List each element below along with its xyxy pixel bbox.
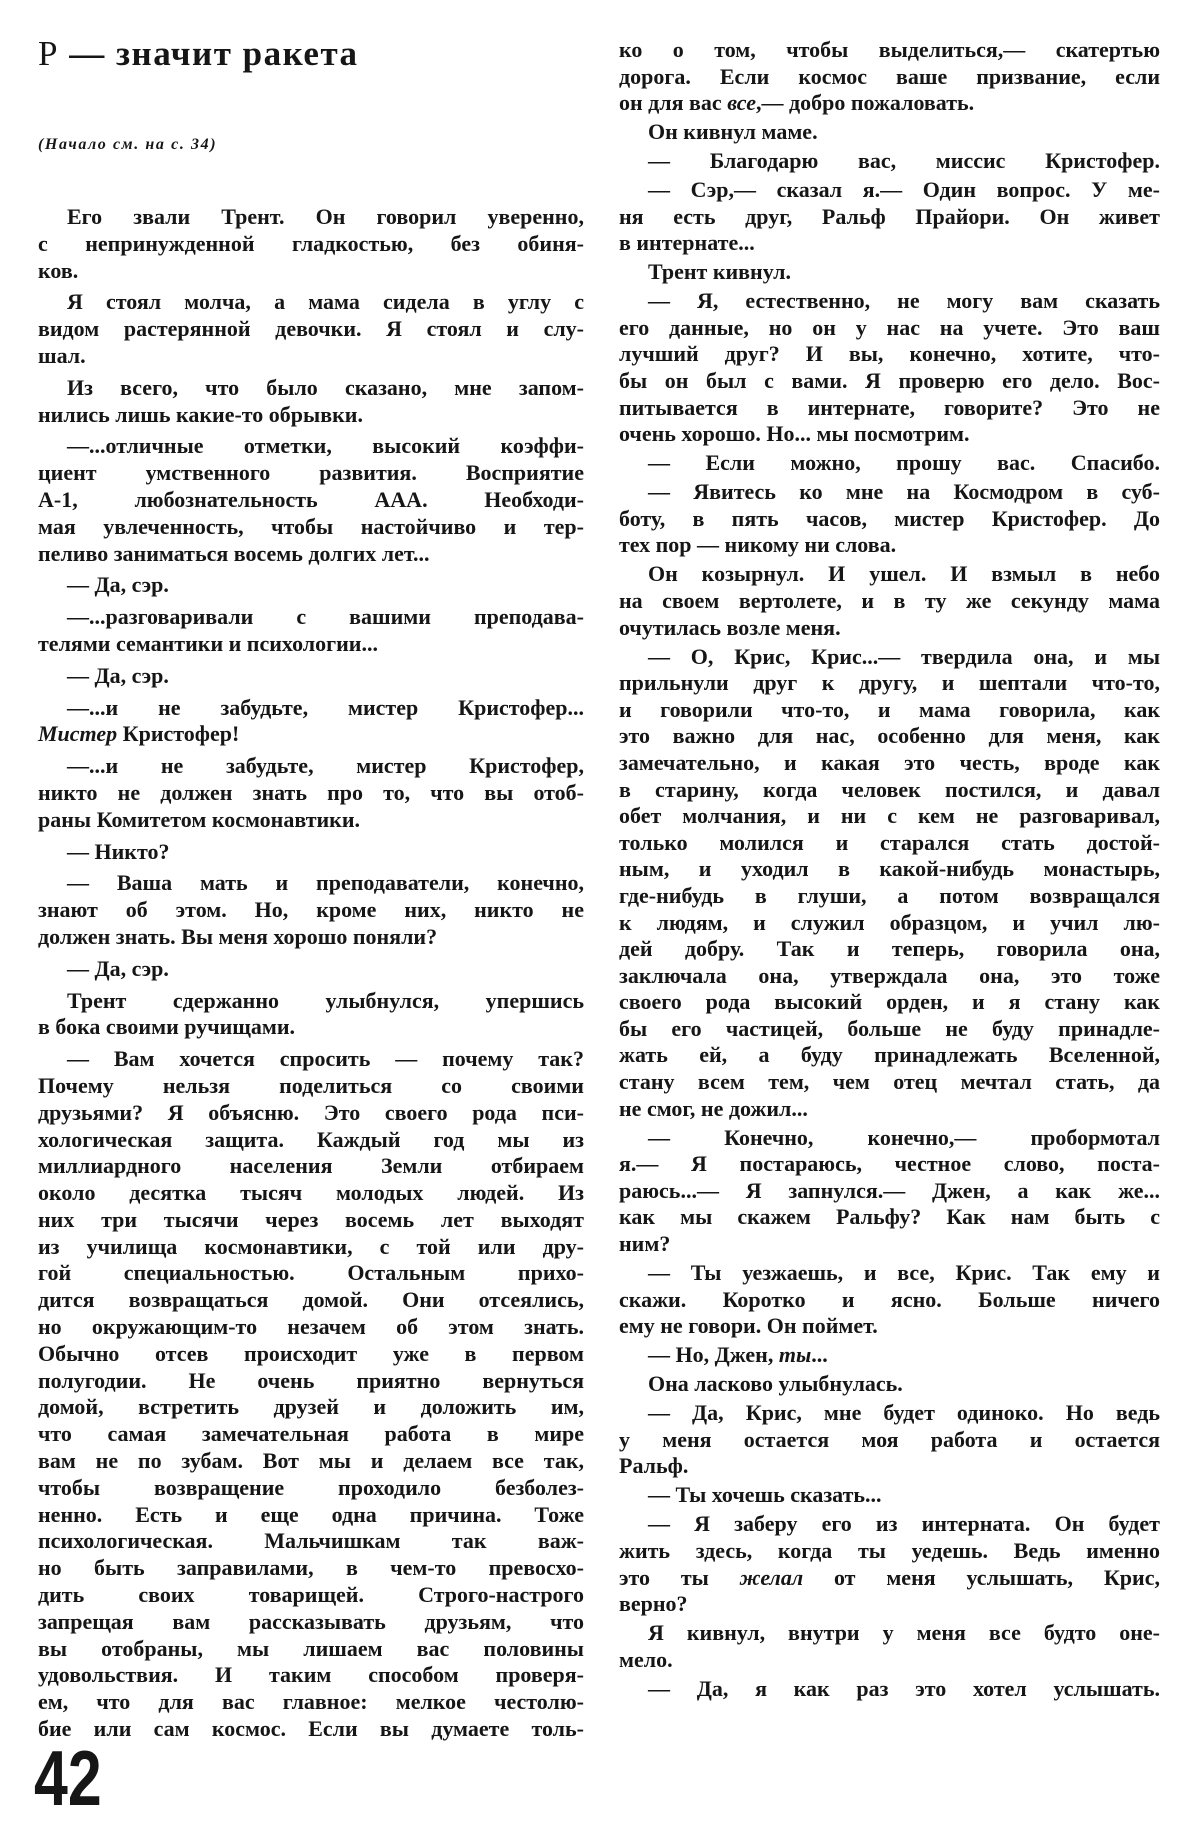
text-line: Обычно отсев происходит уже в первом	[38, 1340, 584, 1366]
text-line: — Ты уезжаешь, и все, Крис. Так ему и	[648, 1260, 1160, 1286]
text-line: но окружающим-то незачем об этом знать.	[38, 1314, 584, 1340]
paragraph	[619, 1400, 1160, 1480]
text-segment: это ты	[619, 1564, 740, 1590]
text-line: Я стоял молча, а мама сидела в углу с	[67, 289, 584, 315]
text-line: стану всем тем, чем отец мечтал стать, да	[619, 1069, 1160, 1095]
text-line: друзьями? Я объясню. Это своего рода пси-	[38, 1099, 584, 1125]
text-line: как мы скажем Ральфу? Как нам быть с	[619, 1204, 1160, 1230]
text-line: — Благодарю вас, миссис Кристофер.	[648, 148, 1160, 174]
text-line: знают об этом. Но, кроме них, никто не	[38, 897, 584, 923]
continuation-note: (Начало см. на с. 34)	[38, 136, 218, 153]
text-line: никто не должен знать про то, что вы отоб-	[38, 779, 584, 805]
text-line: бы его частицей, больше не буду принадле-	[619, 1015, 1160, 1041]
text-line: раюсь...— Я запнулся.— Джен, а как же...	[619, 1177, 1160, 1203]
text-line: раны Комитетом космонавтики.	[38, 806, 361, 832]
text-line: психологическая. Мальчишкам так важ-	[38, 1528, 584, 1554]
text-line: скажи. Коротко и ясно. Больше ничего	[619, 1286, 1160, 1312]
text-line: с непринужденной гладкостью, без обиня-	[38, 230, 584, 256]
text-line: у меня остается моя работа и остается	[619, 1426, 1160, 1452]
paragraph	[619, 450, 1160, 477]
text-segment: он для вас	[619, 90, 728, 116]
paragraph	[38, 289, 584, 369]
text-line: них три тысячи через восемь лет выходят	[38, 1206, 584, 1232]
paragraph	[619, 1620, 1160, 1673]
text-line: дорога. Если космос ваше призвание, если	[619, 63, 1160, 89]
text-segment: ...	[811, 1342, 828, 1368]
text-line: телями семантики и психологии...	[38, 630, 378, 656]
text-segment: ,— добро пожаловать.	[755, 90, 975, 116]
text-line: заключала она, утверждала она, это тоже	[619, 962, 1160, 988]
paragraph	[619, 479, 1160, 559]
paragraph	[619, 561, 1160, 641]
text-line: не смог, не дожил...	[619, 1095, 808, 1121]
article-title	[38, 34, 359, 74]
text-line: миллиардного населения Земли отбираем	[38, 1153, 584, 1179]
text-line: хологическая защита. Каждый год мы из	[38, 1126, 584, 1152]
italic-emphasis: ты	[778, 1342, 812, 1368]
text-line: только молился и старался стать достой-	[619, 829, 1160, 855]
text-line: ем, что для вас главное: мелкое честолю-	[38, 1689, 584, 1715]
text-line: прильнули друг к другу, и шептали что-то,	[619, 670, 1160, 696]
text-line: и говорили что-то, и мама говорила, как	[619, 696, 1160, 722]
paragraph	[619, 288, 1160, 448]
text-line: из училища космонавтики, с той или дру-	[38, 1233, 584, 1259]
article-title-letter: Р	[38, 34, 59, 73]
text-line: очень хорошо. Но... мы посмотрим.	[619, 421, 970, 447]
paragraph	[38, 695, 584, 749]
paragraph	[38, 604, 584, 658]
paragraph	[38, 1046, 584, 1743]
italic-emphasis: Мистер	[38, 721, 118, 747]
text-line: удовольствия. И таким способом проверя-	[38, 1662, 584, 1688]
paragraph	[619, 1511, 1160, 1617]
text-column-left	[38, 204, 584, 1748]
text-line: это важно для нас, особенно для меня, как	[619, 723, 1160, 749]
text-line: дей добру. Так и теперь, говорила она,	[619, 936, 1160, 962]
paragraph	[38, 433, 584, 567]
text-line: мело.	[619, 1646, 673, 1672]
text-line: — Да, я как раз это хотел услышать.	[648, 1675, 1160, 1701]
text-line: я.— Я постараюсь, честное слово, поста-	[619, 1151, 1160, 1177]
text-line: дится возвращаться домой. Они отсеялись,	[38, 1287, 584, 1313]
text-column-right	[619, 37, 1160, 1705]
text-line: — Да, сэр.	[67, 662, 169, 688]
text-line: ков.	[38, 257, 79, 283]
text-line: —...разговаривали с вашими преподава-	[67, 604, 584, 630]
text-line: где-нибудь в глуши, а потом возвращался	[619, 882, 1160, 908]
text-line: к людям, и служил образцом, и учил лю-	[619, 909, 1160, 935]
text-line: на своем вертолете, и в ту же секунду мама	[619, 588, 1160, 613]
article-title-rest: — значит ракета	[58, 34, 359, 73]
text-line: — Конечно, конечно,— пробормотал	[648, 1124, 1160, 1150]
text-line: ненно. Есть и еще одна причина. Тоже	[38, 1501, 584, 1527]
text-line: ним?	[619, 1231, 671, 1257]
text-line: вам не по зубам. Вот мы и делаем все так,	[38, 1448, 584, 1474]
text-line	[619, 1342, 1160, 1369]
text-line: домой, встретить друзей и доложить им,	[38, 1394, 584, 1420]
italic-emphasis: все	[727, 90, 756, 116]
text-line: — Да, сэр.	[67, 572, 169, 598]
text-segment: Кристофер!	[117, 721, 240, 747]
paragraph	[619, 1676, 1160, 1703]
text-line: Трент кивнул.	[648, 259, 792, 285]
text-segment: — Но, Джен,	[648, 1342, 779, 1368]
paragraph	[38, 572, 584, 599]
text-line: около десятка тысяч молодых людей. Из	[38, 1180, 584, 1206]
paragraph	[38, 375, 584, 429]
text-line: Ральф.	[619, 1453, 689, 1479]
text-line: Он козырнул. И ушел. И взмыл в небо	[648, 561, 1160, 587]
text-line: бы он был с вами. Я проверю его дело. Вос-	[619, 368, 1160, 394]
text-line: ему не говори. Он поймет.	[619, 1313, 878, 1339]
text-line: Его звали Трент. Он говорил уверенно,	[67, 204, 584, 229]
text-line: Он кивнул маме.	[648, 119, 818, 145]
text-line: лучший друг? И вы, конечно, хотите, что-	[619, 341, 1160, 367]
text-line: вы отобраны, мы лишаем вас половины	[38, 1635, 584, 1661]
text-line: — Я заберу его из интерната. Он будет	[648, 1511, 1160, 1537]
text-line: в интернате...	[619, 230, 755, 256]
text-line: — О, Крис, Крис...— твердила она, и мы	[648, 643, 1160, 669]
text-line: — Да, сэр.	[67, 955, 169, 981]
text-line: своего рода высокий орден, и я стану как	[619, 989, 1160, 1015]
text-line: мая увлеченность, чтобы настойчиво и тер-	[38, 513, 584, 539]
text-line: бие или сам космос. Если вы думаете толь-	[38, 1716, 584, 1742]
text-line: Она ласково улыбнулась.	[648, 1371, 903, 1397]
text-line: А-1, любознательность ААА. Необходи-	[38, 486, 584, 512]
text-line: Трент сдержанно улыбнулся, упершись	[67, 987, 584, 1013]
paragraph	[38, 839, 584, 866]
italic-emphasis: желал	[739, 1564, 804, 1590]
text-line: запрещая вам рассказывать друзьям, что	[38, 1608, 584, 1634]
text-line: нились лишь какие-то обрывки.	[38, 401, 363, 427]
paragraph	[619, 37, 1160, 117]
text-line: в старину, когда человек постился, и давал	[619, 776, 1160, 802]
paragraph	[38, 988, 584, 1042]
text-line: обет молчания, и ни с кем не разговаривал,	[619, 803, 1160, 829]
text-line	[619, 1565, 1160, 1592]
text-line: чтобы возвращение проходило безболез-	[38, 1474, 584, 1500]
text-line: видом растерянной девочки. Я стоял и слу-	[38, 316, 584, 342]
text-line: очутилась возле меня.	[619, 614, 841, 640]
paragraph	[619, 644, 1160, 1123]
text-line: — Никто?	[67, 838, 170, 864]
text-line: Я кивнул, внутри у меня все будто оне-	[648, 1620, 1160, 1646]
paragraph	[619, 1260, 1160, 1340]
text-line: Почему нельзя поделиться со своими	[38, 1072, 584, 1098]
text-line: жить здесь, когда ты уедешь. Ведь именно	[619, 1537, 1160, 1563]
paragraph	[38, 204, 584, 284]
text-line: его данные, но он у нас на учете. Это ваш	[619, 314, 1160, 340]
text-line: тех пор — никому ни слова.	[619, 532, 897, 558]
text-line: должен знать. Вы меня хорошо поняли?	[38, 923, 438, 949]
text-line: жать ей, а буду принадлежать Вселенной,	[619, 1042, 1160, 1068]
paragraph	[619, 1342, 1160, 1369]
text-line	[38, 721, 584, 748]
text-line: пеливо заниматься восемь долгих лет...	[38, 540, 430, 566]
paragraph	[619, 1125, 1160, 1258]
paragraph	[619, 1482, 1160, 1509]
text-line: замечательно, и какая это честь, вроде как	[619, 749, 1160, 775]
paragraph	[619, 259, 1160, 286]
text-line: питывается в интернате, говорите? Это не	[619, 394, 1160, 420]
paragraph	[619, 119, 1160, 146]
text-line: — Ты хочешь сказать...	[648, 1482, 882, 1508]
text-line: ня есть друг, Ральф Прайори. Он живет	[619, 203, 1160, 229]
text-line: дить своих товарищей. Строго-настрого	[38, 1582, 584, 1608]
text-line: но быть заправилами, в чем-то превосхо-	[38, 1555, 584, 1581]
paragraph	[38, 753, 584, 833]
text-line	[619, 90, 1160, 117]
text-line: Из всего, что было сказано, мне запом-	[67, 374, 584, 400]
text-line: — Ваша мать и преподаватели, конечно,	[67, 870, 584, 896]
text-line: полугодии. Не очень приятно вернуться	[38, 1367, 584, 1393]
text-line: верно?	[619, 1591, 688, 1617]
paragraph	[619, 1371, 1160, 1398]
text-line: боту, в пять часов, мистер Кристофер. До	[619, 505, 1160, 531]
text-line: в бока своими ручищами.	[38, 1014, 296, 1040]
text-line: ко о том, чтобы выделиться,— скатертью	[619, 37, 1160, 62]
paragraph	[619, 177, 1160, 257]
text-line: — Вам хочется спросить — почему так?	[67, 1046, 584, 1072]
text-line: — Да, Крис, мне будет одиноко. Но ведь	[648, 1400, 1160, 1426]
paragraph	[38, 663, 584, 690]
text-segment: от меня услышать, Крис,	[803, 1564, 1160, 1590]
text-line: шал.	[38, 342, 86, 368]
text-line: —...и не забудьте, мистер Кристофер,	[67, 753, 584, 779]
page-number: 42	[34, 1734, 102, 1822]
paragraph	[38, 870, 584, 950]
text-line: — Явитесь ко мне на Космодром в суб-	[648, 479, 1160, 505]
paragraph	[38, 956, 584, 983]
paragraph	[619, 148, 1160, 175]
text-line: что самая замечательная работа в мире	[38, 1421, 584, 1447]
text-line: — Сэр,— сказал я.— Один вопрос. У ме-	[648, 177, 1160, 203]
text-line: циент умственного развития. Восприятие	[38, 460, 584, 486]
text-line: — Если можно, прошу вас. Спасибо.	[648, 450, 1160, 476]
text-line: — Я, естественно, не могу вам сказать	[648, 288, 1160, 314]
text-line: —...отличные отметки, высокий коэффи-	[67, 433, 584, 459]
text-line: —...и не забудьте, мистер Кристофер...	[67, 694, 584, 720]
text-line: ным, и уходил в какой-нибудь монастырь,	[619, 856, 1160, 882]
text-line: гой специальностью. Остальным прихо-	[38, 1260, 584, 1286]
